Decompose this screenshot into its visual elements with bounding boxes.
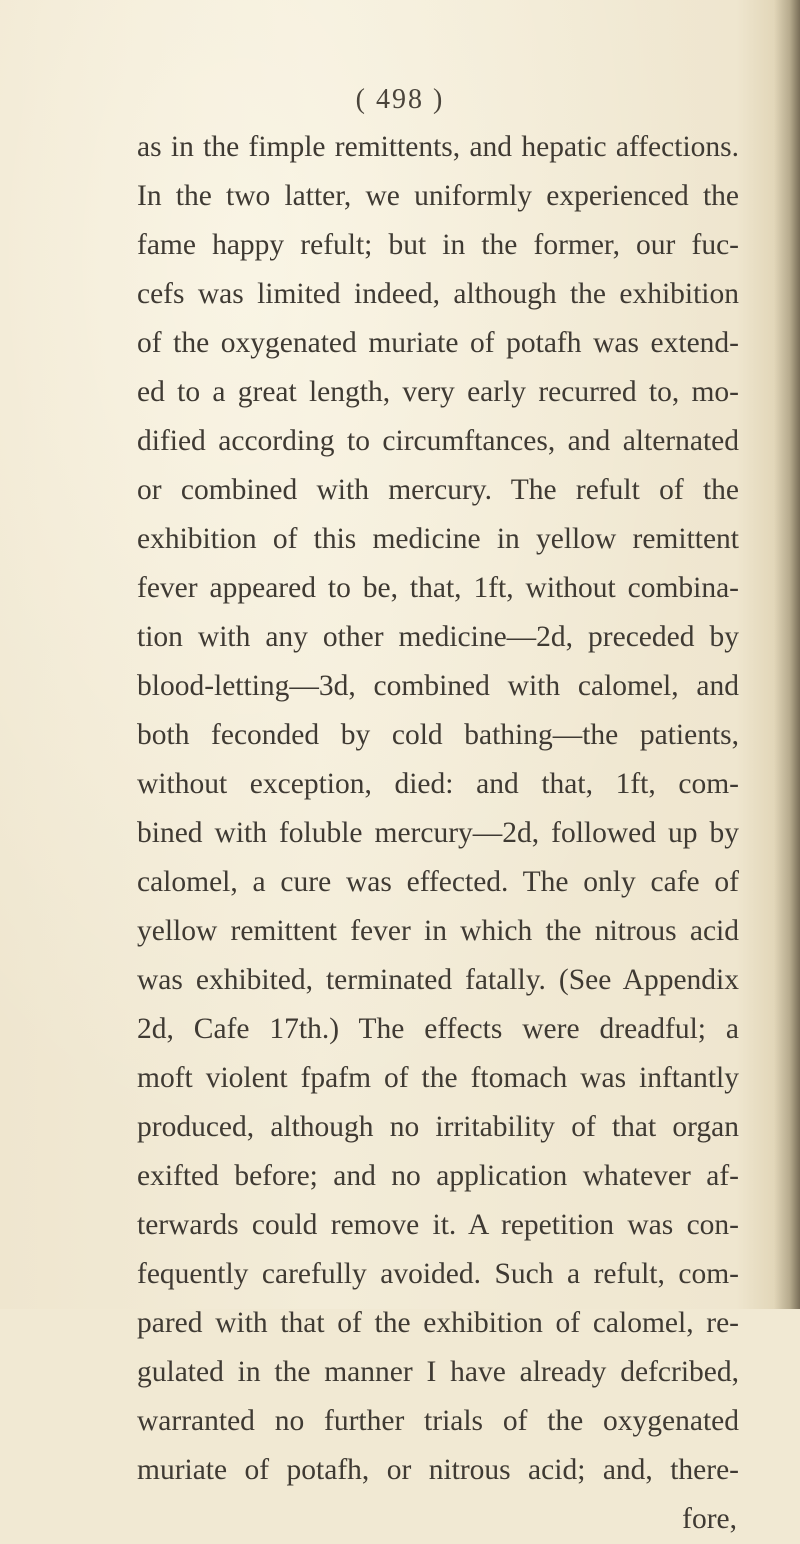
text-line: In the two latter, we uniformly experienced the [137, 180, 739, 212]
catchword: fore, [682, 1503, 737, 1535]
text-line: muriate of potafh, or nitrous acid; and, there- [137, 1454, 739, 1486]
text-line: produced, although no irritability of that organ [137, 1111, 739, 1143]
text-line: yellow remittent fever in which the nitrous acid [137, 915, 739, 947]
text-line: exhibition of this medicine in yellow remittent [137, 523, 739, 555]
text-line: warranted no further trials of the oxygenated [137, 1405, 739, 1437]
text-line: as in the fimple remittents, and hepatic affections. [137, 131, 739, 163]
text-line: tion with any other medicine—2d, preceded by [137, 621, 739, 653]
page-binding-shadow [774, 0, 800, 1309]
text-line: exifted before; and no application whatever af- [137, 1160, 739, 1192]
text-line: pared with that of the exhibition of calomel, re- [137, 1307, 739, 1339]
text-line: terwards could remove it. A repetition was con- [137, 1209, 739, 1241]
text-line: of the oxygenated muriate of potafh was extend- [137, 327, 739, 359]
text-line: fever appeared to be, that, 1ft, without combina- [137, 572, 739, 604]
text-line: bined with foluble mercury—2d, followed up by [137, 817, 739, 849]
text-line: fequently carefully avoided. Such a refult, com- [137, 1258, 739, 1290]
text-line: was exhibited, terminated fatally. (See Appendix [137, 964, 739, 996]
text-line: or combined with mercury. The refult of the [137, 474, 739, 506]
page-number-header: ( 498 ) [355, 84, 445, 115]
text-line: moft violent fpafm of the ftomach was inftantly [137, 1062, 739, 1094]
text-line: ed to a great length, very early recurred to, mo- [137, 376, 739, 408]
text-line: cefs was limited indeed, although the exhibition [137, 278, 739, 310]
text-line: fame happy refult; but in the former, our fuc- [137, 229, 739, 261]
text-line: without exception, died: and that, 1ft, com- [137, 768, 739, 800]
text-line: dified according to circumftances, and alternated [137, 425, 739, 457]
text-line: blood-letting—3d, combined with calomel, and [137, 670, 739, 702]
text-line: gulated in the manner I have already defcribed, [137, 1356, 739, 1388]
text-line: calomel, a cure was effected. The only cafe of [137, 866, 739, 898]
body-text [137, 123, 739, 1544]
text-line: both feconded by cold bathing—the patients, [137, 719, 739, 751]
text-line: 2d, Cafe 17th.) The effects were dreadful; a [137, 1013, 739, 1045]
